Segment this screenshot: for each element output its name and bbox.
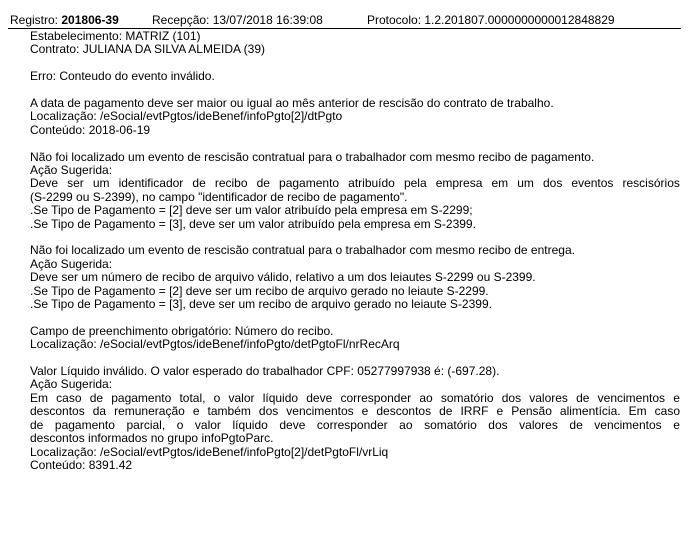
error-message: Campo de preenchimento obrigatório: Número do recibo. xyxy=(30,323,334,338)
acao-text-line: (S-2299 ou S-2399), no campo "identificador de recibo de pagamento". xyxy=(30,189,408,204)
acao-text-line: Em caso de pagamento total, o valor líquido deve corresponder ao somatório dos valores de vencimentos e xyxy=(30,390,680,405)
estabelecimento-line: Estabelecimento: MATRIZ (101) xyxy=(30,29,201,43)
acao-item: .Se Tipo de Pagamento = [2] deve ser um recibo de arquivo gerado no leiaute S-2299. xyxy=(30,283,489,298)
registro-field xyxy=(10,12,119,28)
error-report xyxy=(30,30,680,472)
error-message: A data de pagamento deve ser maior ou igual ao mês anterior de rescisão do contrato de trabalho. xyxy=(30,96,554,110)
error-message: Não foi localizado um evento de rescisão contratual para o trabalhador com mesmo recibo de entrega. xyxy=(30,243,575,258)
acao-item: .Se Tipo de Pagamento = [2] deve ser um valor atribuído pela empresa em S-2299; xyxy=(30,203,473,218)
protocolo-field: Protocolo: 1.2.201807.0000000000012848829 xyxy=(367,13,615,27)
error-message: Não foi localizado um evento de rescisão contratual para o trabalhador com mesmo recibo de pagamento. xyxy=(30,149,595,164)
acao-text-line: descontos informados no grupo infoPgtoParc. xyxy=(30,431,274,446)
localizacao-line: Localização: /eSocial/evtPgtos/ideBenef/infoPgto[2]/detPgtoFl/vrLiq xyxy=(30,444,389,459)
conteudo-line: Conteúdo: 2018-06-19 xyxy=(30,122,151,137)
acao-sugerida-label: Ação Sugerida: xyxy=(30,377,113,392)
acao-sugerida-label: Ação Sugerida: xyxy=(30,256,113,271)
recepcao-field: Recepção: 13/07/2018 16:39:08 xyxy=(152,13,323,27)
error-message: Valor Líquido inválido. O valor esperado do trabalhador CPF: 05277997938 é: (-697.28). xyxy=(30,364,500,379)
acao-sugerida-label: Ação Sugerida: xyxy=(30,163,113,178)
registro-label: Registro: xyxy=(10,13,59,27)
acao-text-line: Deve ser um identificador de recibo de pagamento atribuído pela empresa em um dos eventos rescisórios xyxy=(30,176,680,191)
spacer xyxy=(30,137,680,150)
error-block-nrrecarq xyxy=(30,325,680,352)
conteudo-line: Conteúdo: 8391.42 xyxy=(30,457,133,472)
error-block-vrliq xyxy=(30,365,680,472)
spacer xyxy=(30,352,680,365)
contrato-line: Contrato: JULIANA DA SILVA ALMEIDA (39) xyxy=(30,42,265,57)
acao-item: .Se Tipo de Pagamento = [3], deve ser um recibo de arquivo gerado no leiaute S-2399. xyxy=(30,297,492,312)
error-title: Erro: Conteudo do evento inválido. xyxy=(30,69,215,84)
registro-value: 201806-39 xyxy=(61,13,119,27)
record-header xyxy=(10,12,681,28)
spacer xyxy=(30,311,680,324)
spacer xyxy=(30,231,680,244)
acao-text-line: Deve ser um número de recibo de arquivo válido, relativo a um dos leiautes S-2299 ou S-2399. xyxy=(30,270,536,285)
acao-text-line: de pagamento parcial, o valor líquido deve corresponder ao somatório dos valores de vencimentos e xyxy=(30,417,680,432)
error-block-recibo-pagamento xyxy=(30,151,680,231)
error-block-dtpgto xyxy=(30,97,680,137)
localizacao-line: Localização: /eSocial/evtPgtos/ideBenef/infoPgto/detPgtoFl/nrRecArq xyxy=(30,337,400,352)
localizacao-line: Localização: /eSocial/evtPgtos/ideBenef/infoPgto[2]/dtPgto xyxy=(30,109,343,124)
acao-text-line: descontos da remuneração e também dos vencimentos e descontos de IRRF e Pensão alimentícia. Em caso xyxy=(30,404,680,419)
error-block-recibo-entrega xyxy=(30,244,680,311)
spacer xyxy=(30,57,680,70)
spacer xyxy=(30,84,680,97)
acao-item: .Se Tipo de Pagamento = [3], deve ser um valor atribuído pela empresa em S-2399. xyxy=(30,216,476,231)
